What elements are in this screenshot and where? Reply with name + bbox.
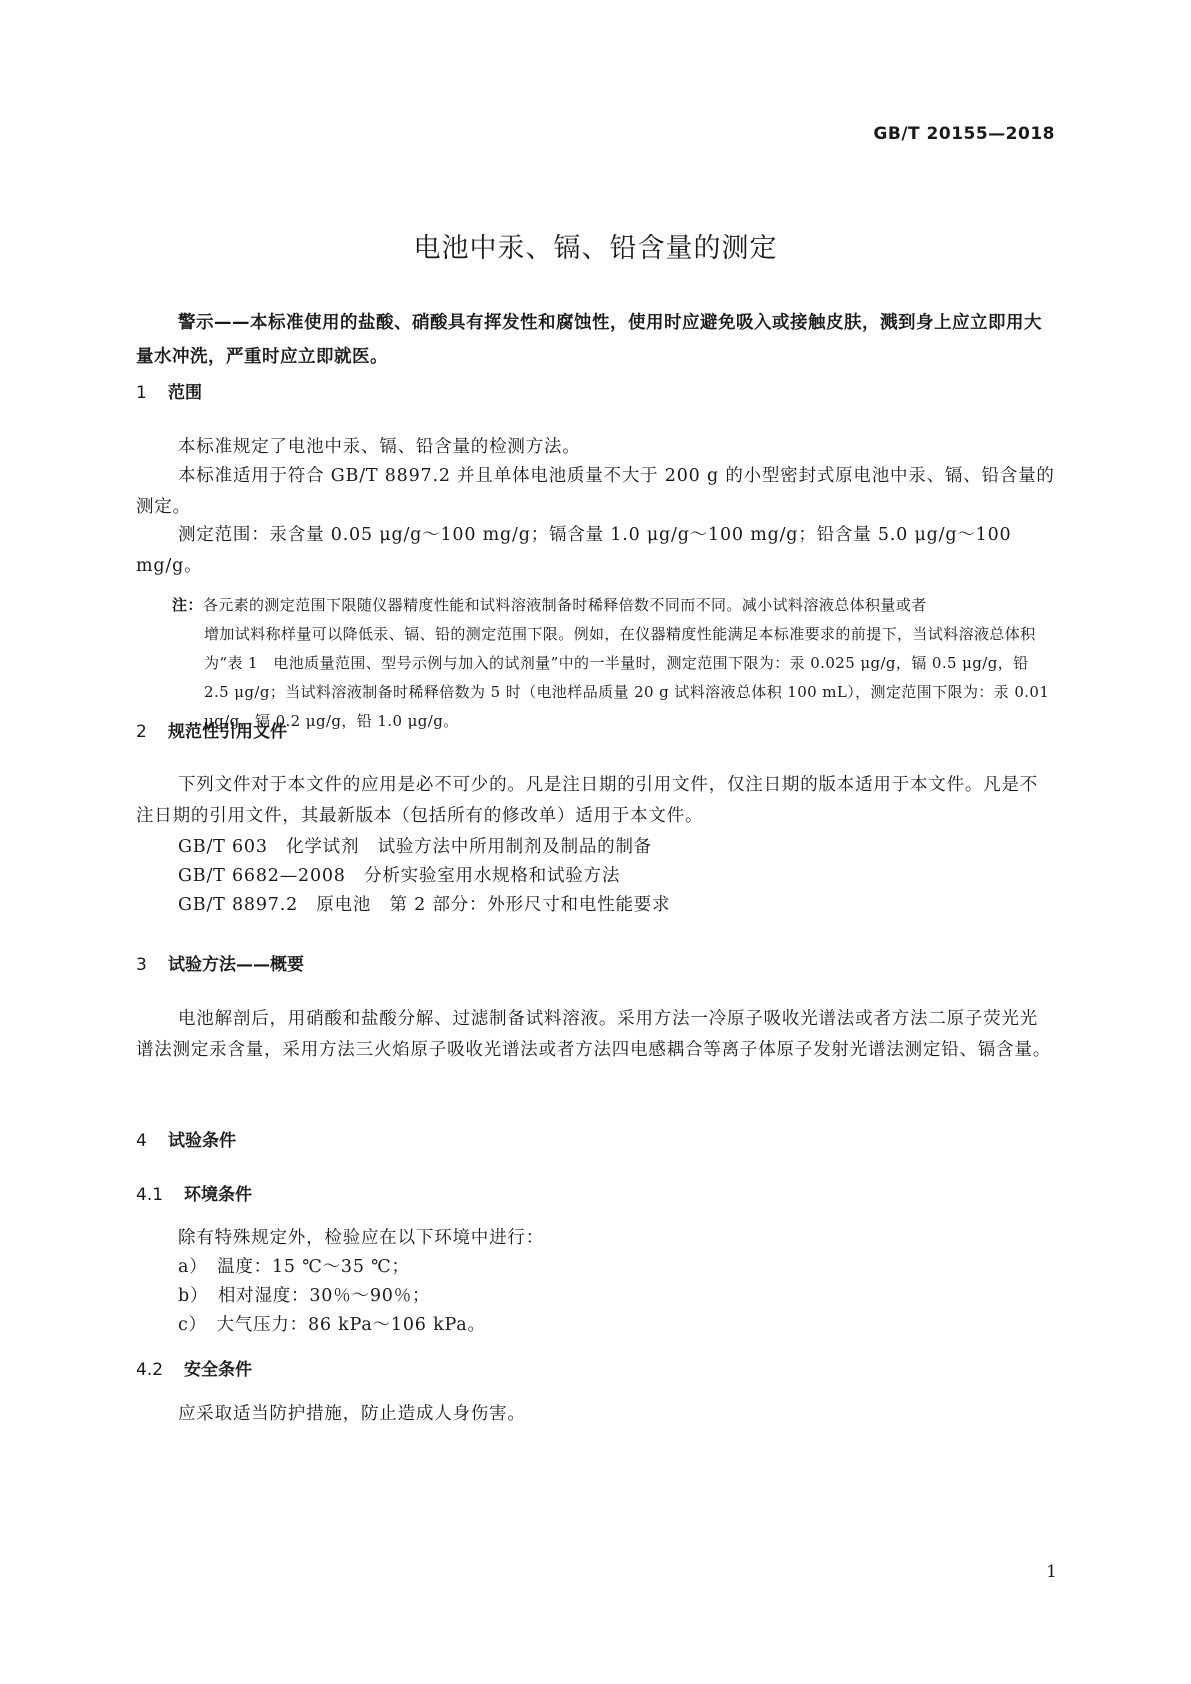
reference-item: GB/T 8897.2 原电池 第 2 部分：外形尺寸和电性能要求 xyxy=(178,895,671,915)
section-1-paragraph-2: 本标准适用于符合 GB/T 8897.2 并且单体电池质量不大于 200 g 的小型密封式原电池中汞、镉、铅含量的测定。 xyxy=(136,466,1055,517)
section-3-heading xyxy=(136,950,304,975)
section-title: 试验条件 xyxy=(168,1131,236,1151)
section-4-2-paragraph: 应采取适当防护措施，防止造成人身伤害。 xyxy=(178,1404,526,1424)
section-title: 环境条件 xyxy=(184,1185,252,1205)
section-number: 4.1 xyxy=(136,1185,164,1205)
warning-paragraph: 警示——本标准使用的盐酸、硝酸具有挥发性和腐蚀性，使用时应避免吸入或接触皮肤，溅到身上应立即用大量水冲洗，严重时应立即就医。 xyxy=(136,313,1042,367)
section-3-paragraph-1: 电池解剖后，用硝酸和盐酸分解、过滤制备试料溶液。采用方法一冷原子吸收光谱法或者方法二原子荧光光谱法测定汞含量，采用方法三火焰原子吸收光谱法或者方法四电感耦合等离子体原子发射光谱法测定铅、镉含量。 xyxy=(136,1009,1051,1060)
section-4-2-heading xyxy=(136,1355,252,1380)
note-label: 注： xyxy=(172,596,203,614)
reference-item: GB/T 6682—2008 分析实验室用水规格和试验方法 xyxy=(178,866,621,886)
section-title: 范围 xyxy=(168,383,202,403)
note-text-first: 各元素的测定范围下限随仪器精度性能和试料溶液制备时稀释倍数不同而不同。减小试料溶液总体积量或者 xyxy=(202,596,927,614)
section-number: 1 xyxy=(136,383,147,403)
section-1-note xyxy=(172,591,1057,736)
section-2-heading xyxy=(136,717,287,742)
section-1-paragraph-3: 测定范围：汞含量 0.05 μg/g～100 mg/g；镉含量 1.0 μg/g～100 mg/g；铅含量 5.0 μg/g～100 mg/g。 xyxy=(136,525,1012,576)
section-1-paragraph-1: 本标准规定了电池中汞、镉、铅含量的检测方法。 xyxy=(178,437,581,457)
section-number: 4 xyxy=(136,1131,147,1151)
condition-item: a） 温度：15 ℃～35 ℃； xyxy=(178,1257,410,1277)
section-number: 3 xyxy=(136,955,147,975)
page-number: 1 xyxy=(1046,1562,1057,1582)
section-4-1-heading xyxy=(136,1180,252,1205)
standard-code: GB/T 20155—2018 xyxy=(873,124,1055,144)
section-title: 规范性引用文件 xyxy=(168,722,287,742)
condition-item: b） 相对湿度：30％～90％； xyxy=(178,1286,431,1306)
section-title: 安全条件 xyxy=(184,1360,252,1380)
section-4-1-intro: 除有特殊规定外，检验应在以下环境中进行： xyxy=(178,1228,544,1248)
document-title: 电池中汞、镉、铅含量的测定 xyxy=(413,233,778,264)
section-title: 试验方法——概要 xyxy=(168,955,304,975)
section-1-heading xyxy=(136,378,202,403)
reference-item: GB/T 603 化学试剂 试验方法中所用制剂及制品的制备 xyxy=(178,837,653,857)
note-text-rest: 增加试料称样量可以降低汞、镉、铅的测定范围下限。例如，在仪器精度性能满足本标准要求的前提下，当试料溶液总体积为“表 1 电池质量范围、型号示例与加入的试剂量”中的一半量时，测定范围下限为：汞 0.025 μg/g，镉 0.5 μg/g，铅 2.5 μg/g；当试料溶液制备时稀释倍数为 5 时（电池样品质量 20 g 试料溶液总体积 100 mL），测定范围下限为：汞 0.01 μg/g，镉 0.2 μg/g，铅 1.0 μg/g。 xyxy=(204,625,1050,730)
section-4-heading xyxy=(136,1126,236,1151)
section-number: 2 xyxy=(136,722,147,742)
section-number: 4.2 xyxy=(136,1360,164,1380)
condition-item: c） 大气压力：86 kPa～106 kPa。 xyxy=(178,1315,486,1335)
section-2-paragraph-1: 下列文件对于本文件的应用是必不可少的。凡是注日期的引用文件，仅注日期的版本适用于本文件。凡是不注日期的引用文件，其最新版本（包括所有的修改单）适用于本文件。 xyxy=(136,775,1039,826)
